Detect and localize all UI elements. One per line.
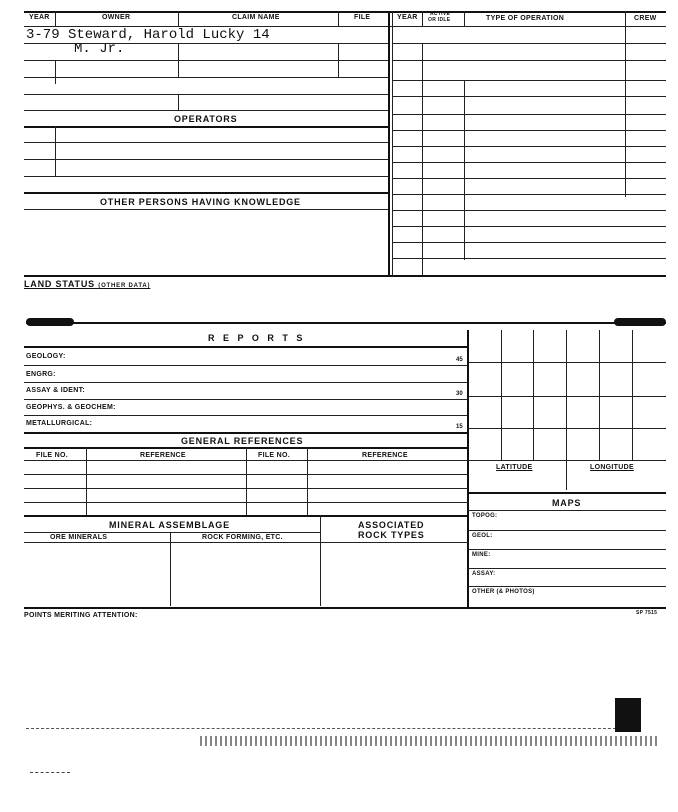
reports-right-border [467, 330, 469, 607]
header-year-2: YEAR [397, 14, 418, 21]
divider [464, 80, 465, 260]
row-line [24, 365, 468, 366]
divider [338, 43, 339, 77]
header-claim-name: CLAIM NAME [232, 14, 280, 21]
row-line [24, 346, 468, 348]
row-line [392, 226, 666, 227]
typed-entry-line1: 3-79 Steward, Harold Lucky 14 [26, 27, 270, 43]
divider [55, 60, 56, 84]
header-file: FILE [354, 14, 371, 21]
ink-smudge-right [614, 318, 666, 326]
header-or-idle: OR IDLE [428, 17, 451, 23]
ref-reference-2: REFERENCE [362, 452, 408, 459]
row-line [468, 428, 666, 429]
row-line [468, 549, 666, 550]
divider [599, 330, 600, 460]
row-line [24, 515, 468, 517]
divider [464, 11, 465, 27]
general-references-heading: GENERAL REFERENCES [181, 436, 304, 446]
row-line [24, 542, 468, 543]
divider [55, 11, 56, 27]
report-number-45: 45 [456, 357, 463, 363]
report-geophys: GEOPHYS. & GEOCHEM: [26, 404, 116, 411]
other-persons-heading: OTHER PERSONS HAVING KNOWLEDGE [100, 197, 301, 207]
scan-artifact-line [26, 728, 626, 729]
map-geol: GEOL: [472, 533, 493, 539]
report-engrg: ENGRG: [26, 371, 56, 378]
report-number-15: 15 [456, 424, 463, 430]
center-divider-inner [392, 11, 393, 276]
row-line [392, 210, 666, 211]
report-assay: ASSAY & IDENT: [26, 387, 86, 394]
scan-corner-block [615, 698, 641, 732]
reports-heading: R E P O R T S [208, 333, 306, 343]
header-active: ACTIVE [430, 11, 451, 17]
row-line [24, 94, 388, 95]
header-crew: CREW [634, 15, 657, 22]
latitude-label: LATITUDE [496, 464, 533, 471]
header-owner: OWNER [102, 14, 131, 21]
report-metallurgical: METALLURGICAL: [26, 420, 93, 427]
row-line [24, 126, 388, 128]
divider [320, 515, 321, 606]
associated-rock-types-line2: ROCK TYPES [358, 530, 425, 540]
points-meriting-attention: POINTS MERITING ATTENTION: [24, 612, 138, 619]
row-line [24, 415, 468, 416]
maps-heading: MAPS [552, 498, 582, 508]
row-line [468, 530, 666, 531]
report-geology: GEOLOGY: [26, 353, 66, 360]
row-line [24, 110, 388, 111]
row-line [24, 176, 388, 177]
divider [178, 11, 179, 27]
row-line [392, 258, 666, 259]
longitude-label: LONGITUDE [590, 464, 634, 471]
divider [625, 27, 626, 197]
row-line [24, 159, 388, 160]
report-number-30: 30 [456, 391, 463, 397]
center-divider [388, 11, 390, 276]
divider [501, 330, 502, 460]
divider [170, 532, 171, 606]
row-line [468, 568, 666, 569]
rock-forming-label: ROCK FORMING, ETC. [202, 534, 283, 541]
map-assay: ASSAY: [472, 571, 496, 577]
ore-minerals-label: ORE MINERALS [50, 534, 108, 541]
map-topog: TOPOG: [472, 513, 498, 519]
scan-artifact-mark [30, 772, 70, 773]
row-line [392, 242, 666, 243]
row-line [24, 607, 666, 609]
divider [338, 11, 339, 27]
divider [86, 447, 87, 515]
ref-file-no-1: FILE NO. [36, 452, 68, 459]
form-id: SP 7515 [636, 610, 658, 616]
land-status-heading: LAND STATUS (OTHER DATA) [24, 279, 151, 289]
divider [178, 43, 179, 77]
row-line [468, 510, 666, 511]
row-line [468, 396, 666, 397]
row-line [24, 43, 388, 44]
row-line [24, 275, 666, 277]
divider [246, 447, 247, 515]
divider [566, 330, 567, 490]
row-line [24, 399, 468, 400]
header-year: YEAR [29, 14, 50, 21]
row-line [24, 209, 388, 210]
row-line [24, 77, 388, 78]
divider [178, 94, 179, 110]
top-border [24, 11, 666, 13]
row-line [468, 492, 666, 494]
header-type-of-operation: TYPE OF OPERATION [486, 15, 565, 22]
section-rule [26, 322, 666, 324]
land-status-note: (OTHER DATA) [98, 283, 151, 289]
associated-rock-types-line1: ASSOCIATED [358, 520, 425, 530]
row-line [24, 532, 320, 533]
typed-entry-line2: M. Jr. [74, 41, 125, 57]
row-line [468, 586, 666, 587]
row-line [24, 382, 468, 383]
row-line [468, 362, 666, 363]
row-line [24, 432, 468, 434]
mineral-assemblage-heading: MINERAL ASSEMBLAGE [109, 520, 230, 530]
divider [422, 11, 423, 27]
ref-file-no-2: FILE NO. [258, 452, 290, 459]
divider [533, 330, 534, 460]
map-other: OTHER (& PHOTOS) [472, 589, 535, 595]
divider [632, 330, 633, 460]
divider [625, 11, 626, 27]
row-line [24, 60, 388, 61]
row-line [24, 142, 388, 143]
map-mine: MINE: [472, 552, 491, 558]
ref-reference-1: REFERENCE [140, 452, 186, 459]
row-line [24, 192, 388, 194]
divider [422, 43, 423, 276]
divider [55, 126, 56, 176]
divider [307, 447, 308, 515]
row-line [468, 460, 666, 461]
scan-noise-band [200, 736, 660, 746]
operators-heading: OPERATORS [174, 114, 238, 124]
